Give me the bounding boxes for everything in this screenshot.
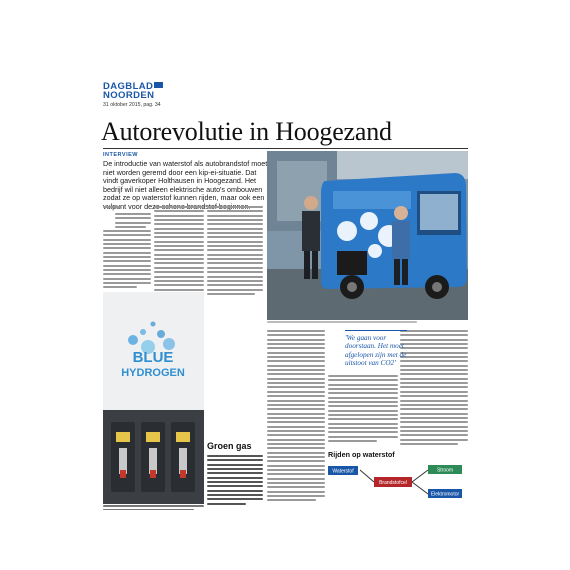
body-column-4 <box>267 330 325 504</box>
hydrogen-photo-caption <box>103 505 204 513</box>
infographic-title: Rijden op waterstof <box>328 450 395 459</box>
info-label-0: Waterstof <box>332 468 354 475</box>
logo-line1: DAGBLAD <box>103 81 154 92</box>
subhead-intro <box>207 455 263 507</box>
body-column-6 <box>400 330 468 447</box>
newspaper-logo <box>103 82 163 100</box>
body-column-3 <box>207 206 263 297</box>
h2-sign-line2: HYDROGEN <box>121 367 185 379</box>
headline: Autorevolutie in Hoogezand <box>101 117 392 146</box>
info-label-2: Stroom <box>436 467 454 474</box>
subhead: Groen gas <box>207 441 252 451</box>
bus-photo-caption <box>267 321 468 327</box>
byline <box>103 206 121 210</box>
hydrogen-photo-image <box>103 292 204 504</box>
bus-photo <box>267 151 468 320</box>
section-kicker: INTERVIEW <box>103 152 138 158</box>
bus-photo-image <box>267 151 468 320</box>
pull-quote: 'We gaan voor doorstaan. Het moet afgelopen zijn met de uitstoot van CO2' <box>345 330 407 368</box>
hydrogen-station-photo <box>103 292 204 504</box>
body-column-5 <box>328 375 398 445</box>
body-column-1b <box>103 230 151 291</box>
body-column-1 <box>115 213 151 230</box>
body-column-2 <box>154 206 204 297</box>
divider <box>103 148 468 149</box>
h2-sign-line1: BLUE <box>132 349 174 366</box>
infographic-diagram <box>328 462 468 502</box>
info-label-1: Brandstofcel <box>379 480 407 486</box>
logo-line2: NOORDEN <box>103 89 155 101</box>
info-label-3: Elektromotor <box>430 491 460 498</box>
infographic <box>328 450 468 512</box>
dateline: 31 oktober 2015, pag. 34 <box>103 102 161 108</box>
intro-paragraph: De introductie van waterstof als autobrandstof moet niet worden geremd door een kip-ei-situatie. Dat vindt gaverkoper Holthausen in Hoogezand. Het bedrijf wil niet alleen elektrische auto's ombouwen zodat ze op waterstof kunnen rijden, maar ook een voor deze <box>103 159 268 211</box>
logo-mark-icon <box>154 82 163 88</box>
